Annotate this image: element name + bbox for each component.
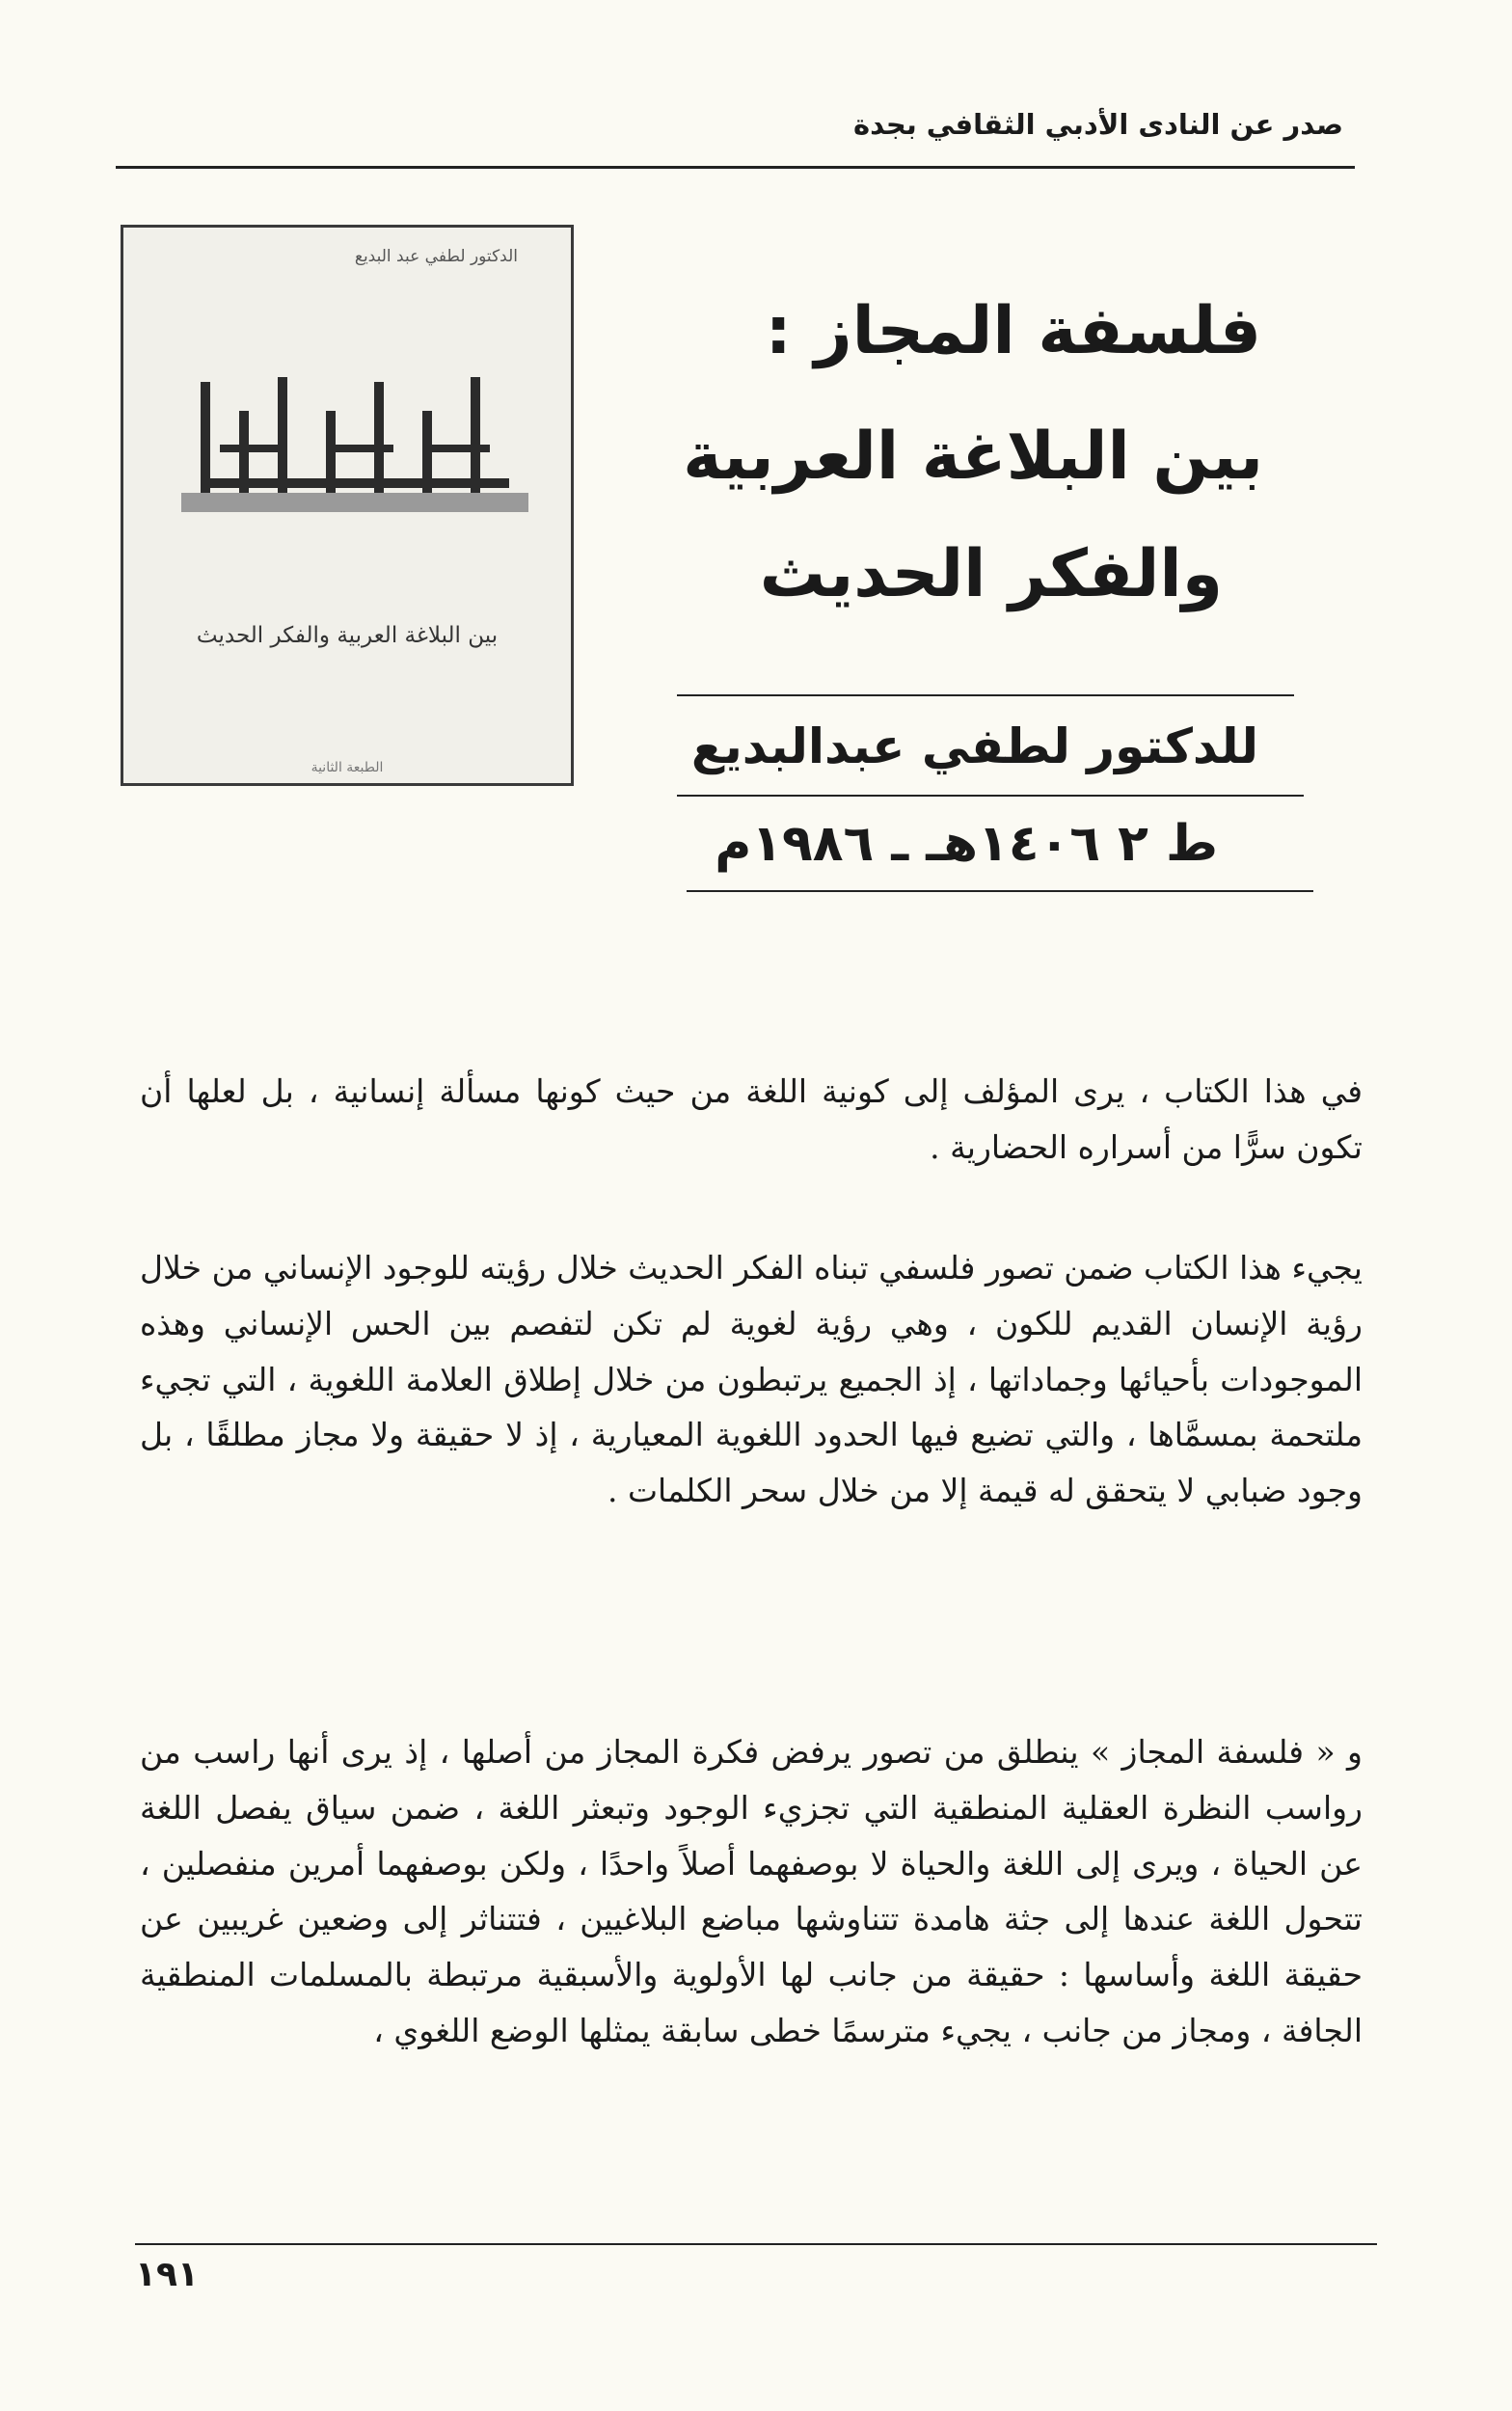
cover-subtitle: بين البلاغة العربية والفكر الحديث bbox=[196, 623, 499, 648]
title-line-1: فلسفة المجاز : bbox=[765, 293, 1261, 369]
cover-title-calligraphy bbox=[181, 372, 528, 527]
edition-date: ط ٢ ١٤٠٦هـ ـ ١٩٨٦م bbox=[715, 815, 1218, 873]
body-paragraph-3: و « فلسفة المجاز » ينطلق من تصور يرفض فكرة المجاز من أصلها ، إذ يرى أنها راسب من رواسب النظرة العقلية المنطقية التي تجزيء الوجود وتبعثر اللغة ، ضمن سياق يفصل اللغة عن الحياة ، ويرى إلى اللغة والحياة لا بوصفهما أصلاً واحدًا ، ولكن بوصفهما أمرين منفصلين ، تتحول اللغة عندها إلى جثة هامدة تتناوشها مباضع البلاغيين ، فتتناثر إلى وضعين غريبين عن حقيقة اللغة وأساسها : حقيقة من جانب لها الأولوية والأسبقية مرتبطة بالمسلمات المنطقية الجافة ، ومجاز من جانب ، يجيء مترسمًا خطى سابقة يمثلها الوضع اللغوي ، bbox=[140, 1733, 1363, 2049]
page-number: ١٩١ bbox=[135, 2255, 199, 2294]
cover-edition: الطبعة الثانية bbox=[310, 760, 384, 775]
title-line-2: بين البلاغة العربية bbox=[683, 419, 1263, 495]
author-top-rule bbox=[677, 694, 1294, 696]
publisher-header: صدر عن النادى الأدبي الثقافي بجدة bbox=[853, 108, 1343, 141]
header-rule bbox=[116, 166, 1355, 169]
body-paragraph-2: يجيء هذا الكتاب ضمن تصور فلسفي تبناه الفكر الحديث خلال رؤيته للوجود الإنساني من خلال رؤية الإنسان القديم للكون ، وهي رؤية لغوية لم تكن لتفصم بين الحس الإنساني وهذه الموجودات بأحيائها وجماداتها ، إذ الجميع يرتبطون من خلال إطلاق العلامة اللغوية ، التي تجيء ملتحمة بمسمَّاها ، والتي تضيع فيها الحدود اللغوية المعيارية ، إذ لا حقيقة ولا مجاز مطلقًا ، بل وجود ضبابي لا يتحقق له قيمة إلا من خلال سحر الكلمات . bbox=[140, 1249, 1363, 1509]
date-bottom-rule bbox=[687, 890, 1313, 892]
cover-author: الدكتور لطفي عبد البديع bbox=[354, 247, 518, 266]
book-cover-image bbox=[121, 225, 574, 786]
author-bottom-rule bbox=[677, 795, 1304, 797]
title-line-3: والفكر الحديث bbox=[759, 536, 1223, 612]
author-line: للدكتور لطفي عبدالبديع bbox=[690, 718, 1258, 774]
footer-rule bbox=[135, 2243, 1377, 2245]
body-paragraph-1: في هذا الكتاب ، يرى المؤلف إلى كونية اللغة من حيث كونها مسألة إنسانية ، بل لعلها أن تكون سرًّا من أسراره الحضارية . bbox=[140, 1072, 1363, 1166]
